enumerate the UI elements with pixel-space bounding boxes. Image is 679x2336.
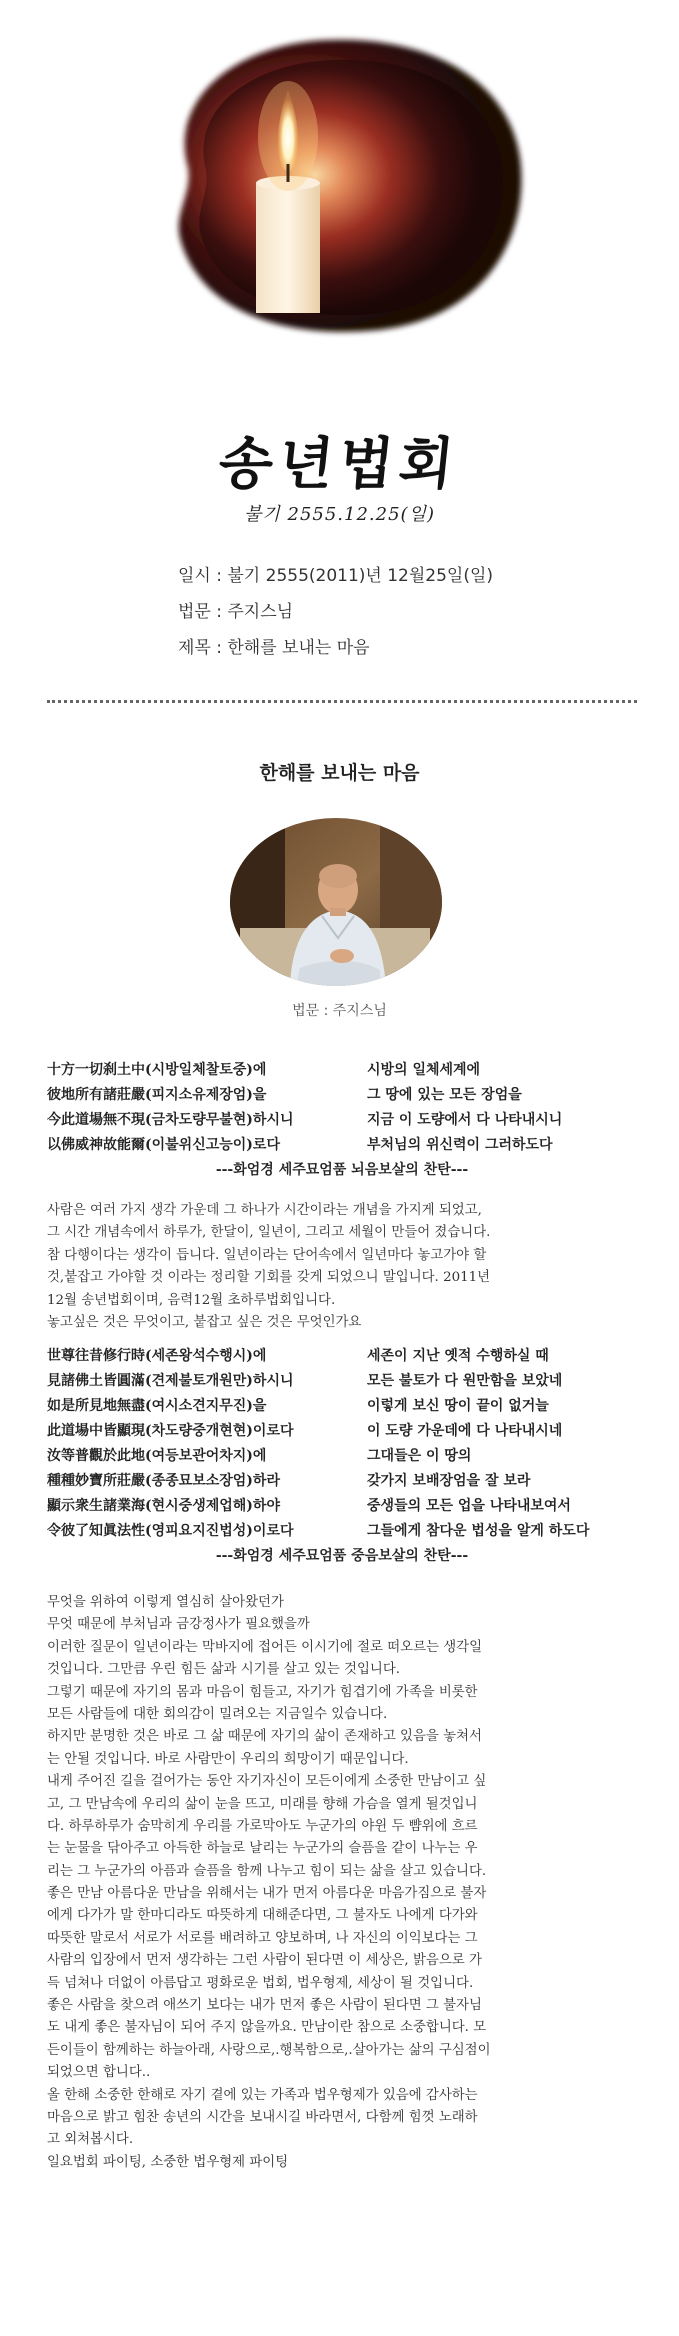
prose-line: 다. 하루하루가 숨막히게 우리를 가로막아도 누군가의 야윈 두 뺨위에 흐르	[47, 1818, 478, 1834]
candle-image	[128, 18, 548, 353]
info-speaker: 법문 : 주지스님	[178, 602, 294, 622]
verse-korean: 갖가지 보배장엄을 잘 보라	[367, 1473, 531, 1489]
verse-source: ---화엄경 세주묘엄품 뇌음보살의 찬탄---	[215, 1162, 469, 1178]
prose-line: 득 넘쳐나 더없이 아름답고 평화로운 법회, 법우형제, 세상이 될 것입니다.	[47, 1975, 474, 1991]
prose-line: 되었으면 합니다..	[47, 2065, 151, 2081]
verse-block-2	[47, 1344, 637, 1569]
prose-line: 마음으로 밝고 힘찬 송년의 시간을 보내시길 바라면서, 다함께 힘껏 노래하	[47, 2109, 478, 2125]
prose-line: 그렇기 때문에 자기의 몸과 마음이 힘들고, 자기가 힘겹기에 가족을 비롯한	[47, 1684, 478, 1700]
verse-line	[47, 1419, 637, 1444]
verse-line	[47, 1394, 637, 1419]
verse-korean: 그 땅에 있는 모든 장엄을	[367, 1087, 522, 1103]
prose-block-2	[47, 1592, 642, 2174]
prose-line: 모든 사람들에 대한 회의감이 밀려오는 지금일수 있습니다.	[47, 1706, 388, 1722]
info-subject: 제목 : 한해를 보내는 마음	[178, 638, 370, 658]
prose-block-1	[47, 1200, 642, 1334]
verse-korean: 중생들의 모든 업을 나타내보여서	[367, 1498, 571, 1514]
prose-line: 무엇 때문에 부처님과 금강정사가 필요했을까	[47, 1617, 310, 1633]
verse-korean: 모든 불토가 다 원만함을 보았네	[367, 1373, 563, 1389]
prose-line: 도 내게 좋은 불자님이 되어 주지 않을까요. 만남이란 참으로 소중합니다. 모	[47, 2020, 487, 2036]
prose-line: 좋은 만남 아름다운 만남을 위해서는 내가 먼저 아름다운 마음가짐으로 불자	[47, 1886, 487, 1902]
prose-line: 이러한 질문이 일년이라는 막바지에 접어든 이시기에 절로 떠오르는 생각일	[47, 1639, 483, 1655]
prose-line: 참 다행이다는 생각이 듭니다. 일년이라는 단어속에서 일년마다 놓고가야 할	[47, 1247, 487, 1263]
prose-line: 그 시간 개념속에서 하루가, 한달이, 일년이, 그리고 세월이 만들어 졌습니다.	[47, 1225, 491, 1241]
prose-line: 따뜻한 말로서 서로가 서로를 배려하고 양보하며, 나 자신의 이익보다는 그	[47, 1930, 478, 1946]
prose-line: 든이들이 함께하는 하늘아래, 사랑으로,.행복함으로,.살아가는 삶의 구심점이	[47, 2042, 491, 2058]
prose-line: 사람은 여러 가지 생각 가운데 그 하나가 시간이라는 개념을 가지게 되었고,	[47, 1203, 482, 1218]
verse-line	[47, 1469, 637, 1494]
verse-line	[47, 1519, 637, 1544]
prose-line: 사람의 입장에서 먼저 생각하는 그런 사람이 된다면 이 세상은, 밝음으로 가	[47, 1953, 482, 1969]
verse-hanja: 此道場中皆顯現(차도량중개현현)이로다	[47, 1423, 294, 1439]
verse-line	[47, 1108, 637, 1133]
verse-line	[47, 1133, 637, 1158]
prose-line: 고 외쳐봅시다.	[47, 2132, 134, 2148]
verse-korean: 세존이 지난 옛적 수행하실 때	[367, 1348, 549, 1364]
verse-line	[47, 1344, 637, 1369]
verse-korean: 지금 이 도량에서 다 나타내시니	[367, 1112, 563, 1128]
prose-line: 고, 그 만남속에 우리의 삶이 눈을 뜨고, 미래를 향해 가슴을 열게 될것입니	[47, 1796, 478, 1812]
verse-hanja: 彼地所有諸莊嚴(피지소유제장엄)을	[47, 1087, 267, 1103]
verse-korean: 이렇게 보신 땅이 끝이 없거늘	[367, 1398, 549, 1414]
prose-line: 12월 송년법회이며, 음력12월 초하루법회입니다.	[47, 1292, 336, 1308]
prose-line: 것,붙잡고 가야할 것 이라는 정리할 기회를 갖게 되었으니 말입니다. 2011년	[47, 1270, 491, 1286]
verse-hanja: 見諸佛土皆圓滿(견제불토개원만)하시니	[47, 1373, 294, 1389]
verse-hanja: 令彼了知眞法性(영피요지진법성)이로다	[47, 1523, 294, 1539]
verse-line	[47, 1058, 637, 1083]
prose-line: 올 한해 소중한 한해로 자기 곁에 있는 가족과 법우형제가 있음에 감사하는	[47, 2087, 478, 2103]
verse-source: ---화엄경 세주묘엄품 중음보살의 찬탄---	[215, 1548, 469, 1564]
prose-line: 내게 주어진 길을 걸어가는 동안 자기자신이 모든이에게 소중한 만남이고 싶	[47, 1774, 487, 1790]
verse-hanja: 十方一切刹土中(시방일체찰토중)에	[47, 1062, 267, 1078]
prose-line: 무엇을 위하여 이렇게 열심히 살아왔던가	[47, 1595, 284, 1610]
verse-hanja: 顯示衆生諸業海(현시중생제업해)하야	[47, 1498, 280, 1514]
prose-line: 에게 다가가 말 한마디라도 따뜻하게 대해준다면, 그 불자도 나에게 다가와	[47, 1908, 478, 1924]
verse-hanja: 今此道場無不現(금차도량무불현)하시니	[47, 1112, 294, 1128]
portrait-caption: 법문 : 주지스님	[292, 1003, 387, 1019]
prose-line: 놓고싶은 것은 무엇이고, 붙잡고 싶은 것은 무엇인가요	[47, 1314, 362, 1330]
prose-line: 하지만 분명한 것은 바로 그 삶 때문에 자기의 삶이 존재하고 있음을 놓쳐서	[47, 1729, 482, 1745]
prose-line: 것입니다. 그만큼 우린 힘든 삶과 시기를 살고 있는 것입니다.	[47, 1662, 401, 1678]
dotted-divider	[47, 700, 637, 703]
verse-korean: 이 도량 가운데에 다 나타내시네	[367, 1423, 563, 1439]
verse-line	[47, 1369, 637, 1394]
info-date: 일시 : 불기 2555(2011)년 12월25일(일)	[178, 566, 494, 586]
verse-korean: 그대들은 이 땅의	[367, 1448, 472, 1464]
event-info	[178, 558, 493, 666]
section-title: 한해를 보내는 마음	[259, 762, 420, 784]
title-date: 불기 2555.12.25(일)	[244, 504, 435, 525]
verse-korean: 그들에게 참다운 법성을 알게 하도다	[367, 1523, 590, 1539]
page-title: 송년법회	[215, 431, 463, 497]
prose-line: 는 눈물을 닦아주고 아득한 하늘로 날리는 누군가의 슬픔을 같이 나누는 우	[47, 1841, 478, 1857]
prose-line: 는 안될 것입니다. 바로 사람만이 우리의 희망이기 때문입니다.	[47, 1751, 409, 1767]
prose-line: 좋은 사람을 찾으려 애쓰기 보다는 내가 먼저 좋은 사람이 된다면 그 불자님	[47, 1998, 482, 2014]
prose-line: 일요법회 파이팅, 소중한 법우형제 파이팅	[47, 2154, 289, 2170]
verse-line	[47, 1494, 637, 1519]
verse-hanja: 如是所見地無盡(여시소견지무진)을	[47, 1398, 267, 1414]
verse-korean: 시방의 일체세계에	[367, 1062, 481, 1078]
verse-line	[47, 1444, 637, 1469]
verse-hanja: 以佛威神故能爾(이불위신고능이)로다	[47, 1137, 280, 1153]
verse-block-1	[47, 1058, 637, 1183]
verse-hanja: 種種妙寶所莊嚴(종종묘보소장엄)하라	[47, 1473, 280, 1489]
prose-line: 리는 그 누군가의 아픔과 슬픔을 함께 나누고 힘이 되는 삶을 살고 있습니다.	[47, 1863, 487, 1879]
monk-portrait	[230, 818, 442, 986]
verse-line	[47, 1083, 637, 1108]
verse-hanja: 汝等普觀於此地(여등보관어차지)에	[47, 1448, 267, 1464]
verse-korean: 부처님의 위신력이 그러하도다	[367, 1137, 553, 1153]
verse-hanja: 世尊往昔修行時(세존왕석수행시)에	[47, 1348, 267, 1364]
